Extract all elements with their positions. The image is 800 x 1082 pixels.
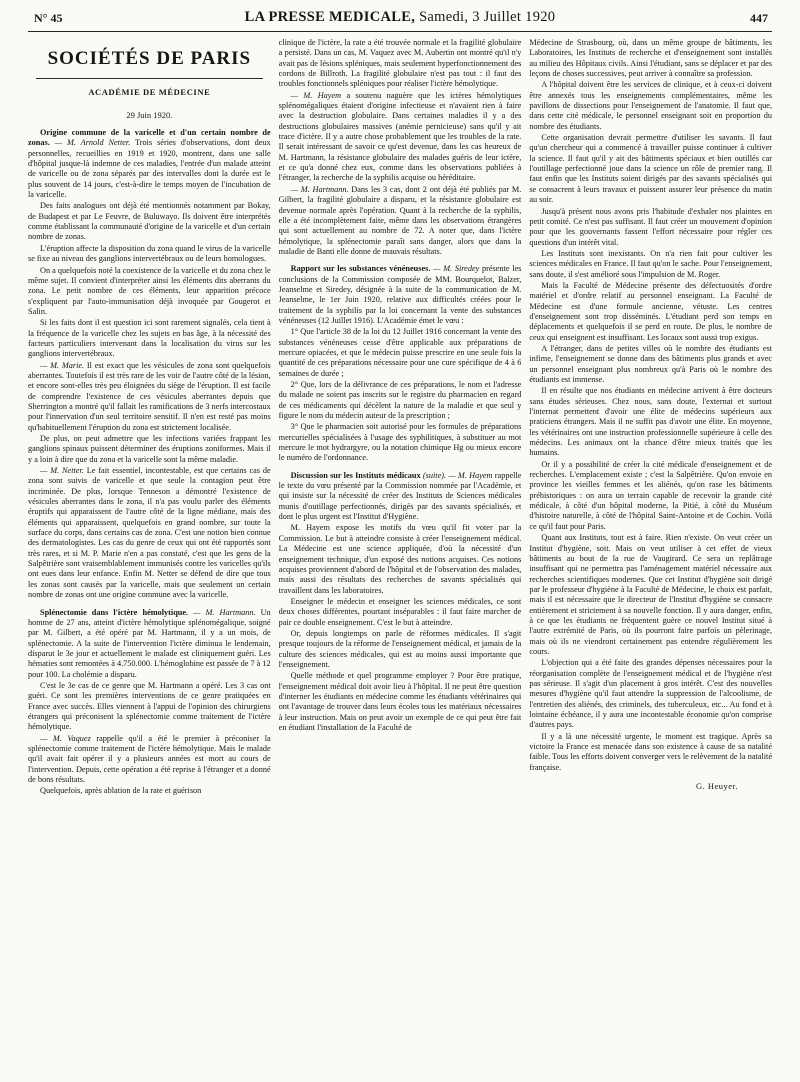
paragraph: Quelle méthode et quel programme employer ? Pour être pratique, l'enseignement médical doit avoir lieu à l'hôpital. Il ne peut être question d'interner les étudiants en médecine comme les étudiants vétérinaires qui ont l'avantage de trouver dans leurs écoles tous les matériaux nécessaires à leur instruction. Mais on peut avoir un exemple de ce qui peut être fait en étudiant l'installation de la Faculté de xyxy=(278,671,522,732)
article-heading: Discussion sur les Instituts médicaux xyxy=(290,470,421,480)
paragraph: On a quelquefois noté la coexistence de la varicelle et du zona chez le même sujet. Il convient d'interpréter ainsi les éléments dits aberrants du zona. Le petit nombre de ces éléments, leur apparition précoce s'expliquent par l'auto-immunisation déjà invoquée par Gougerot et Salin. xyxy=(28,265,271,316)
paragraph: — M. Netter. Le fait essentiel, incontestable, est que certains cas de zona sont suivis de varicelle et que seule la contagion peut être incriminée. De plus, lorsque Tenneson a démontré l'existence de vésicules aberrantes dans le zona, il n'a pas voulu parler des éléments éruptifs qui apparaissent de l'autre côté de la ligne médiane, mais des éléments qui apparaissent, quelquefois en grand nombre, sur toute la surface du corps, dans certains cas de zona. C'est une notion bien connue des dermatologistes. Les cas du genre de ceux qui ont été rapportés sont très rares, et si M. P. Marie n'en a pas constaté, c'est que les gens de la Salpêtrière sont vraisemblablement immunisés contre les varicelles qu'ils ont eues dans leur enfance. Enfin M. Netter se défend de dire que tous les zonas sont causés par la varicelle, mais que seulement un certain nombre de zonas ont une origine commune avec la varicelle. xyxy=(28,466,271,600)
paragraph: 1° Que l'article 38 de la loi du 12 Juillet 1916 concernant la vente des substances vénéneuses cesse d'être applicable aux préparations de mercure opiacées, et que le médecin puisse prescrire en une seule fois la quantité de ces préparations nécessaire pour une cure spécifique de 4 à 6 semaines de durée ; xyxy=(278,327,522,378)
paragraph: De plus, on peut admettre que les infections variées frappant les ganglions spinaux puissent déterminer des éruptions zoniformes. Mais il y a loin à dire que du zona et la varicelle sont la même maladie. xyxy=(28,434,271,464)
paragraph: Il en résulte que nos étudiants en médecine arrivent à être docteurs sans études sérieuses. Chez nous, sans doute, l'externat et surtout l'internat permettent d'avoir une élite de médecins supérieurs aux praticiens étrangers. Mais il ne suffit pas d'avoir une élite. En moyenne, les vétérinaires ont une instruction professionnelle supérieure à celle des médecins. Les animaux ont la chance d'être mieux traités que les humains. xyxy=(529,386,773,458)
paragraph: Discussion sur les Instituts médicaux (suite). — M. Hayem rappelle le texte du vœu présenté par la Commission nommée par l'Académie, et qui insiste sur la nécessité de créer des Instituts de Sciences médicales munis d'outillage perfectionnés, dirigés par des savants spécialisés, et dont le plus urgent est l'Institut d'Hygiène. xyxy=(278,470,522,522)
paragraph: clinique de l'ictère, la rate a été trouvée normale et la fragilité globulaire a persisté. Dans un cas, M. Vaquez avec M. Aubertin ont montré qu'il n'y avait pas de lésions spléniques, mais seulement hyperfonctionnement des cordons de Billroth. La fragilité globulaire n'est pas tout : il faut des troubles fonctionnels spléniques pour réaliser l'ictère hémolytique. xyxy=(278,38,522,89)
paragraph: Origine commune de la varicelle et d'un certain nombre de zonas. — M. Arnold Netter. Trois séries d'observations, dont deux personnelles, recueillies en 1919 et 1920, montrent, dans une salle d'hôpital jusque-là indemne de ces maladies, l'entrée d'un malade atteint de varicelle ou de zona séparés par des intervalles dont la durée est le plus souvent de 14 jours, c'est-à-dire le temps moyen de l'incubation de la varicelle. xyxy=(28,128,271,200)
article-columns xyxy=(28,38,772,1068)
speaker: — M. Arnold Netter. xyxy=(54,138,131,148)
paragraph: C'est le 3e cas de ce genre que M. Hartmann a opéré. Les 3 cas ont guéri. Ce sont les premières interventions de ce genre pratiquées en France avec succès. Elles viennent à l'appui de l'opinion des chirurgiens étrangers qui préconisent la splénectomie comme traitement de l'ictère hémolytique. xyxy=(28,680,271,732)
paragraph: Si les faits dont il est question ici sont rarement signalés, cela tient à la fréquence de la varicelle chez les sujets en bas âge, à la nécessité des facteurs particuliers intervenant dans la localisation du virus sur les ganglions intervertébraux. xyxy=(28,318,271,359)
paragraph: — M. Hartmann. Dans les 3 cas, dont 2 ont déjà été publiés par M. Gilbert, la fragilité globulaire a disparu, et la résistance globulaire est devenue normale après l'opération. Quant à la recherche de la syphilis, elle a été incomplètement faite, même dans les observations étrangères qui sont actuellement au nombre de 72. A noter que, dans l'ictère hémolytique, la splénectomie paraît sans danger, alors que dans la maladie de Banti elle donne de mauvais résultats. xyxy=(278,184,522,256)
paragraph: Jusqu'à présent nous avons pris l'habitude d'exhaler nos plaintes en petit comité. Ce n'est pas suffisant. Il faut créer un mouvement d'opinion pour que les gouvernants fassent l'effort nécessaire pour régler ces questions d'un intérêt vital. xyxy=(529,206,773,247)
speaker: — M. Hayem xyxy=(290,90,342,100)
paragraph: Il y a là une nécessité urgente, le moment est tragique. Après sa victoire la France est menacée dans son existence à cause de sa natalité faible. Tous les efforts doivent converger vers le relèvement de la natalité française. xyxy=(529,731,773,772)
paragraph: L'éruption affecte la disposition du zona quand le virus de la varicelle se fixe au niveau des ganglions intervertébraux ou de leurs homologues. xyxy=(28,243,271,264)
speaker: — M. Hartmann. xyxy=(290,184,349,194)
speaker: — M. Hartmann. xyxy=(193,607,256,617)
speaker: — M. Netter. xyxy=(40,466,84,476)
suite-note: (suite). xyxy=(422,470,447,480)
paragraph: Enseigner le médecin et enseigner les sciences médicales, ce sont deux choses différentes, pourtant inséparables : il faut faire marcher de pair ce double enseignement. C'est le but à atteindre. xyxy=(278,596,522,627)
running-header xyxy=(28,9,772,29)
paragraph: Or, depuis longtemps on parle de réformes médicales. Il s'agit presque toujours de la réforme de l'enseignement médical, et jamais de la culture des sciences médicales, qui est au moins aussi importante que l'enseignement. xyxy=(278,628,522,669)
article-heading: Origine commune de la varicelle et d'un certain nombre de zonas. xyxy=(28,128,271,148)
paragraph: A l'étranger, dans de petites villes où le nombre des étudiants est infime, l'enseignement se donne dans des bâtiments plus grands et avec un personnel enseignant plus nombreux qu'à Paris où le nombre des étudiants est immense. xyxy=(529,343,773,384)
paragraph: Médecine de Strasbourg, où, dans un même groupe de bâtiments, les Laboratoires, les Instituts de recherche et d'enseignement sont installés au milieu des Hôpitaux civils. Ainsi l'étudiant, sans se déplacer et par des leçons de choses successives, peut arriver à connaître sa profession. xyxy=(529,38,773,79)
paragraph: Mais la Faculté de Médecine présente des défectuosités d'ordre matériel et d'ordre relatif au personnel enseignant. La Faculté de Médecine est d'une formule ancienne, vétuste. Les centres d'enseignement sont trop disséminés. L'étudiant perd son temps en déplacements et quelquefois il se perd en route. De plus, le nombre de ceux qui enseignent est insuffisant. Les locaux sont aussi trop exigus. xyxy=(529,280,773,342)
paragraph: L'objection qui a été faite des grandes dépenses nécessaires pour la réorganisation complète de l'enseignement médical et de l'hygiène n'est pas sérieuse. Il s'agit d'un placement à gros intérêt. C'est des nouvelles mesures d'hygiène qu'il faut attendre la suppression de l'alcoolisme, de l'entretien des aliénés, des criminels, des tuberculeux, etc... Au fond et à lointaine échéance, il y aura une incontestable économie qu'on comprise d'autres pays. xyxy=(529,658,773,730)
paragraph: Des faits analogues ont déjà été mentionnés notamment par Bokay, de Budapest et par Le Feuvre, de Buluwayo. Ils doivent être interprétés comme établissant la communauté d'origine de la varicelle et d'un certain nombre de zonas. xyxy=(28,201,271,242)
issue-number: N° 45 xyxy=(34,11,63,25)
paragraph: Quelquefois, après ablation de la rate et guérison xyxy=(40,786,202,796)
speaker: — M. Vaquez xyxy=(40,733,91,743)
paragraph: Les Instituts sont inexistants. On n'a rien fait pour cultiver les sciences médicales en France. Il faut qu'on le sache. Pour l'enseignement, sans doute, il s'est amélioré sous l'impulsion de M. Roger. xyxy=(529,248,773,279)
issue-date: Samedi, 3 Juillet 1920 xyxy=(419,9,556,25)
column-1 xyxy=(28,38,271,1068)
speaker: — M. Marie. xyxy=(40,360,85,370)
article-heading: Rapport sur les substances vénéneuses. xyxy=(290,264,431,274)
header-rule xyxy=(28,31,772,32)
column-2 xyxy=(279,38,522,1068)
paragraph: 2° Que, lors de la délivrance de ces préparations, le nom et l'adresse du malade ne soient pas inscrits sur le registre du pharmacien en regard de ces médicaments qui décèlent la nature de la maladie et que seul y figure le nom du médecin auteur de la prescription ; xyxy=(278,380,522,421)
paragraph: A l'hôpital doivent être les services de clinique, et à ceux-ci doivent être annexés tous les enseignements complémentaires, même les pavillons de dissections pour l'enseignement de l'anatomie. Il faut que, dans cette cité médicale, le personnel enseignant soit en proportion du nombre des étudiants. xyxy=(529,80,773,131)
paragraph: — M. Marie. Il est exact que les vésicules de zona sont quelquefois aberrantes. Toutefois il est très rare de les voir de l'autre côté de la lésion, et encore sont-elles très peu éloignées du siège de l'éruption. Il est facile de comprendre l'existence de ces vésicules aberrantes depuis que Sherrington a montré qu'il fallait les ramifications de 3 nerfs intercostaux pour l'innervation d'un seul territoire sensitif. Il n'en est resté pas moins qu'habituellement l'éruption du zona est strictement localisée. xyxy=(28,360,271,432)
paragraph: M. Hayem expose les motifs du vœu qu'il fit voter par la Commission. Le but à atteindre consiste à créer l'enseignement médical. La Médecine est une science appliquée, d'où la nécessité d'un enseignement technique, d'un exposé des notions acquises. Ces notions acquises proviennent d'abord de l'hôpital et de l'observation des malades, mais aussi des résultats des recherches de savants spécialisés qui travaillent dans les laboratoires. xyxy=(278,523,522,595)
paragraph: Splénectomie dans l'ictère hémolytique. — M. Hartmann. Un homme de 27 ans, atteint d'ictère hémolytique splénomégalique, soigné par M. Gilbert, a été opéré par M. Hartmann, il y a un mois, de splénectomie. A la suite de l'intervention l'ictère diminua le lendemain, disparut le 3e jour et actuellement le malade est cliniquement guéri. Les hématies sont remontées à 4.750.000. L'hémoglobine est passée de 7 à 12 pour 100. La cholémie a disparu. xyxy=(28,607,271,679)
paragraph: — M. Vaquez rappelle qu'il a été le premier à préconiser la splénectomie comme traitement de l'ictère hémolytique. Mais le malade qu'il avait fait opérer il y a plusieurs années est mort au cours de l'intervention. Depuis, cette opération a été reprise à l'étranger et a donné de bons résultats. xyxy=(28,733,271,784)
paragraph: Rapport sur les substances vénéneuses. — M. Siredey présente les conclusions de la Commission composée de MM. Bourquelot, Balzer, Jeanselme et Siredey, désignée à la suite de la communication de M. Jeanselme, le 1er Juin 1920, relative aux difficultés créées pour le traitement de la syphilis par la loi concernant la vente des substances vénéneuses (12 Juillet 1916). L'Académie émet le vœu : xyxy=(278,264,522,325)
journal-name: LA PRESSE MEDICALE, xyxy=(244,9,416,25)
paragraph: — M. Hayem a soutenu naguère que les ictères hémolytiques splénomégaliques étaient d'origine infectieuse et n'avaient rien à faire avec la destruction globulaire. Dans certaines maladies il y a des destructions globulaires massives (anémie pernicieuse) sans qu'il y ait trace d'ictère. Il y a autre chose probablement que les troubles de la rate. Il serait intéressant de savoir ce qu'est devenue, dans les cas heureux de M. Hartmann, la résistance globulaire des malades guéris de leur ictère, et ce qu'a donné chez eux, comme dans les observations publiées à l'étranger, la recherche de la syphilis acquise ou héréditaire. xyxy=(278,90,522,183)
speaker: — M. Hayem xyxy=(448,470,493,480)
author-signature: G. Heuyer. xyxy=(695,781,739,792)
paragraph: Quant aux Instituts, tout est à faire. Rien n'existe. On veut créer un Institut d'hygiène, soit. Mais on veut utiliser à cet effet de vieux bâtiments au bout de la rue de Vaugirard. Ce sera un replâtrage insuffisant qui ne permettra pas l'aménagement matériel nécessaire aux recherches scientifiques modernes. Que cet Institut d'hygiène soit dirigé par le professeur d'hygiène à la Faculté de Médecine, le choix est parfait, mais il est nécessaire que le directeur de l'Institut d'hygiène se consacre entièrement et strictement à sa nouvelle fonction. Il y aura danger, enfin, à ce que les étudiants ne fréquentent guère ce nouvel Institut situé à l'autre extrémité de Paris, où ils pourront faire parfois un pèlerinage, mais où ils ne viendront certainement pas entendre régulièrement les cours. xyxy=(529,533,773,656)
column-3 xyxy=(529,38,772,1068)
paragraph: Or il y a possibilité de créer la cité médicale d'enseignement et de recherches. L'emplacement existe ; c'est la Salpêtrière. Qu'on envoie en province les vieilles femmes et les aliénés, qu'on rase les bâtiments préhistoriques : on aura un terrain capable de recevoir la grande cité médicale, à côté d'un hôpital moderne, la Pitié, à côté du Muséum d'histoire naturelle, à côté de l'hôpital Saint-Antoine et de Cochin. Voilà ce qu'il faut pour Paris. xyxy=(529,459,773,531)
section-title-box xyxy=(36,38,263,79)
session-date: 29 Juin 1920. xyxy=(126,109,173,120)
academy-heading: ACADÉMIE DE MÉDECINE xyxy=(88,87,211,98)
masthead xyxy=(28,9,772,26)
speaker: — M. Siredey xyxy=(433,264,480,274)
section-title: SOCIÉTÉS DE PARIS xyxy=(47,48,252,69)
article-heading: Splénectomie dans l'ictère hémolytique. xyxy=(40,607,189,617)
paragraph: 3° Que le pharmacien soit autorisé pour les formules de préparations mercurielles spécialisées à l'usage des syphilitiques, à substituer au mot mercure le mot hydrargyre, ou la notation chimique Hg ou mieux encore le numéro de l'ordonnance. xyxy=(278,422,522,463)
paragraph: Cette organisation devrait permettre d'utiliser les savants. Il faut qu'un chercheur qui a commencé à travailler puisse continuer à cultiver la science. Il faut qu'il y ait des bâtiments spéciaux et bien outillés car l'outillage perfectionné joue dans la science un rôle de premier rang. Il faut enfin que les Instituts soient dirigés par des savants spécialisés qui se consacrent à leurs travaux et puissent assurer leur présence du matin au soir. xyxy=(529,133,773,205)
page-number: 447 xyxy=(750,11,768,25)
